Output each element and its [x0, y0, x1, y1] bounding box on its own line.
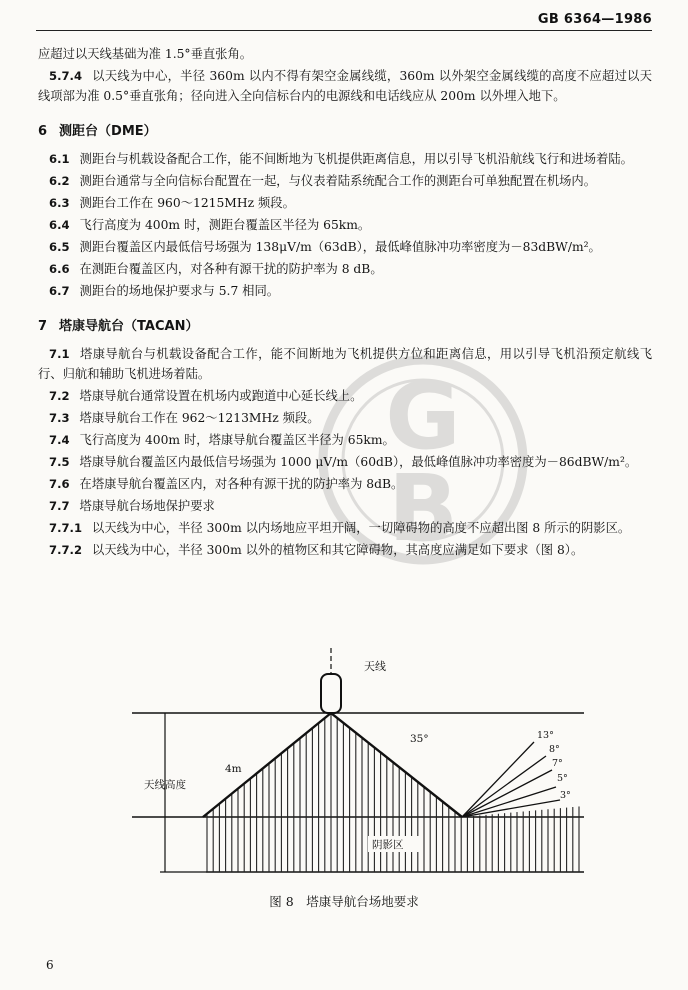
clause-7-3: 7.3 塔康导航台工作在 962～1213MHz 频段。: [49, 411, 320, 425]
clause-7-7-1: 7.7.1 以天线为中心，半径 300m 以内场地应平坦开阔，一切障碍物的高度不应超出图 8 所示的阴影区。: [49, 521, 631, 535]
angle-label: 5°: [557, 773, 568, 784]
angle-label: 3°: [560, 790, 571, 801]
section-7-clauses: [38, 344, 652, 560]
clause-6-1: 6.1 测距台与机载设备配合工作，能不间断地为飞机提供距离信息，用以引导飞机沿航线飞行和进场着陆。: [49, 152, 633, 166]
angle-label: 8°: [549, 744, 560, 755]
clause-7-5: 7.5 塔康导航台覆盖区内最低信号场强为 1000 μV/m（60dB），最低峰值脉冲功率密度为－86dBW/m²。: [49, 455, 638, 469]
page-number: 6: [46, 958, 54, 972]
clause-6-2: 6.2 测距台通常与全向信标台配置在一起，与仪表着陆系统配合工作的测距台可单独配置在机场内。: [49, 174, 597, 188]
section-6-clauses: [38, 149, 652, 301]
clause-6-7: 6.7 测距台的场地保护要求与 5.7 相同。: [49, 284, 280, 298]
document-body: [38, 44, 652, 562]
clause-7-2: 7.2 塔康导航台通常设置在机场内或跑道中心延长线上。: [49, 389, 363, 403]
clause-5-7-4: 5.7.4 以天线为中心，半径 360m 以内不得有架空金属线缆，360m 以外架空金属线缆的高度不应超过以天线项部为准 0.5°垂直张角；径向进入全向信标台内的电源线和电话线应从 200m 以外埋入地下。: [38, 69, 652, 103]
clause-6-4: 6.4 飞行高度为 400m 时，测距台覆盖区半径为 65km。: [49, 218, 371, 232]
antenna-icon: [321, 674, 341, 713]
clause-7-4: 7.4 飞行高度为 400m 时，塔康导航台覆盖区半径为 65km。: [49, 433, 395, 447]
page-header: [36, 4, 652, 31]
four-meter-label: 4m: [225, 763, 242, 775]
svg-text:G: G: [385, 363, 461, 470]
clearance-angle-rays: [462, 730, 571, 817]
angle-label: 7°: [552, 758, 563, 769]
figure-caption: 图 8 塔康导航台场地要求: [269, 894, 419, 909]
clause-6-3: 6.3 测距台工作在 960～1215MHz 频段。: [49, 196, 295, 210]
clause-7-1: 7.1 塔康导航台与机载设备配合工作，能不间断地为飞机提供方位和距离信息，用以引导飞机沿预定航线飞行、归航和辅助飞机进场着陆。: [38, 347, 652, 381]
clause-7-7: 7.7 塔康导航台场地保护要求: [49, 499, 215, 513]
angle-ray: [462, 756, 546, 817]
paragraph-continued: 应超过以天线基础为准 1.5°垂直张角。: [38, 47, 253, 61]
antenna-label: 天线: [364, 660, 386, 673]
svg-text:B: B: [387, 455, 459, 562]
clause-6-6: 6.6 在测距台覆盖区内，对各种有源干扰的防护率为 8 dB。: [49, 262, 383, 276]
angle-ray: [462, 770, 552, 817]
section-7-heading: 7 塔康导航台（TACAN）: [38, 319, 199, 334]
slope-angle-label: 35°: [410, 733, 429, 745]
clause-6-5: 6.5 测距台覆盖区内最低信号场强为 138μV/m（63dB），最低峰值脉冲功率密度为－83dBW/m²。: [49, 240, 601, 254]
shadow-region-label: 阴影区: [372, 839, 404, 851]
clause-7-6: 7.6 在塔康导航台覆盖区内，对各种有源干扰的防护率为 8dB。: [49, 477, 404, 491]
protection-slope-outline: [203, 713, 462, 817]
section-6-heading: 6 测距台（DME）: [38, 124, 157, 139]
clause-7-7-2: 7.7.2 以天线为中心，半径 300m 以外的植物区和其它障碍物，其高度应满足如下要求（图 8）。: [49, 543, 584, 557]
standard-number: GB 6364—1986: [537, 12, 652, 27]
angle-label: 13°: [537, 730, 554, 741]
height-label: 天线高度: [144, 779, 186, 791]
figure-8-diagram: [132, 644, 584, 884]
